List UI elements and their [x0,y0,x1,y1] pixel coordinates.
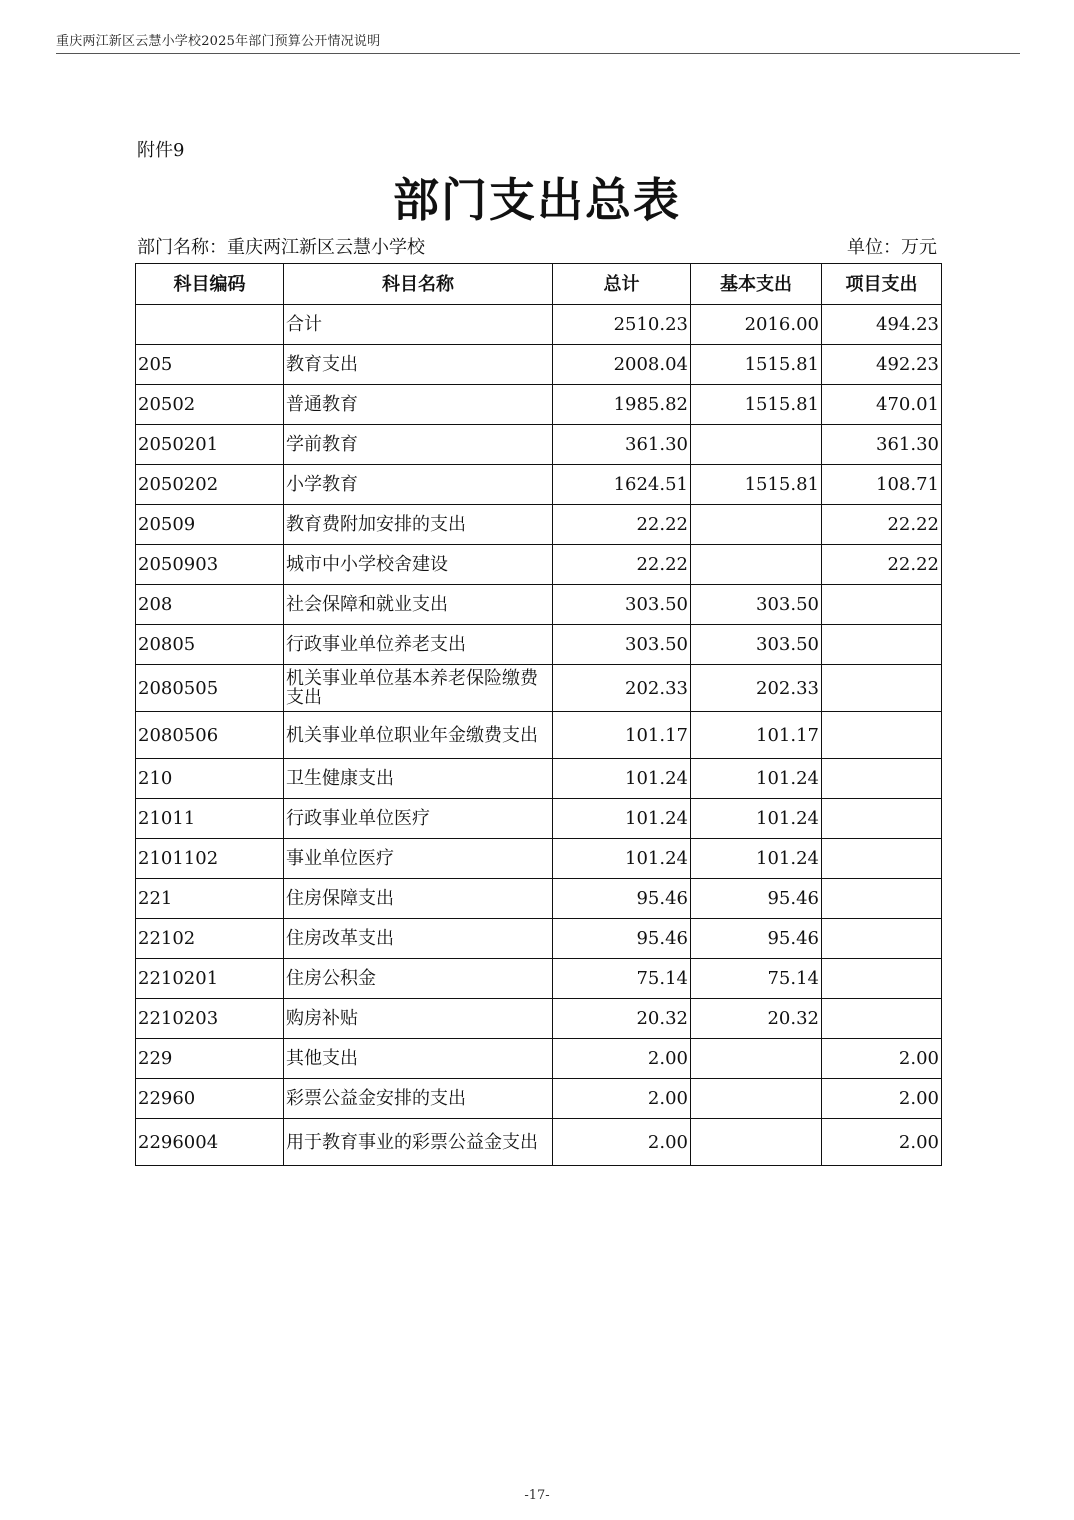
cell-name: 行政事业单位养老支出 [284,625,553,665]
table-row [136,425,942,465]
cell-project [822,999,942,1039]
cell-code: 20502 [136,385,284,425]
cell-name: 住房公积金 [284,959,553,999]
cell-basic: 95.46 [691,919,822,959]
cell-code: 210 [136,759,284,799]
cell-code: 2050201 [136,425,284,465]
column-header-project: 项目支出 [822,264,942,305]
cell-basic: 75.14 [691,959,822,999]
page-title: 部门支出总表 [393,173,681,227]
cell-code: 2210203 [136,999,284,1039]
cell-code: 22960 [136,1079,284,1119]
cell-code: 2210201 [136,959,284,999]
cell-project [822,799,942,839]
cell-name: 其他支出 [284,1039,553,1079]
cell-code: 221 [136,879,284,919]
cell-basic: 303.50 [691,625,822,665]
cell-basic [691,545,822,585]
column-header-code: 科目编码 [136,264,284,305]
cell-project [822,759,942,799]
unit-label: 单位：万元 [847,237,937,258]
cell-code: 229 [136,1039,284,1079]
cell-basic: 20.32 [691,999,822,1039]
table-row [136,999,942,1039]
cell-total: 22.22 [553,545,691,585]
header-divider [56,53,1020,54]
table-row [136,305,942,345]
cell-name: 卫生健康支出 [284,759,553,799]
table-row [136,839,942,879]
cell-code: 21011 [136,799,284,839]
cell-total: 2008.04 [553,345,691,385]
cell-code: 22102 [136,919,284,959]
cell-name: 住房改革支出 [284,919,553,959]
cell-code [136,305,284,345]
cell-name: 事业单位医疗 [284,839,553,879]
cell-code: 2050903 [136,545,284,585]
table-row [136,345,942,385]
cell-code: 2101102 [136,839,284,879]
column-header-basic: 基本支出 [691,264,822,305]
cell-project: 2.00 [822,1119,942,1166]
cell-code: 2296004 [136,1119,284,1166]
document-header: 重庆两江新区云慧小学校2025年部门预算公开情况说明 [56,34,381,49]
table-row [136,665,942,712]
cell-project: 492.23 [822,345,942,385]
table-row [136,465,942,505]
table-row [136,712,942,759]
cell-project [822,919,942,959]
table-header-row [136,264,942,305]
cell-project: 361.30 [822,425,942,465]
table-row [136,959,942,999]
table-row [136,585,942,625]
cell-project: 108.71 [822,465,942,505]
cell-basic: 1515.81 [691,465,822,505]
department-name: 部门名称：重庆两江新区云慧小学校 [137,237,425,258]
cell-project: 2.00 [822,1039,942,1079]
cell-name: 彩票公益金安排的支出 [284,1079,553,1119]
expenditure-table [135,263,942,1166]
table-row [136,625,942,665]
cell-name: 普通教育 [284,385,553,425]
table-row [136,799,942,839]
table-row [136,919,942,959]
cell-basic: 95.46 [691,879,822,919]
cell-project: 22.22 [822,505,942,545]
table-row [136,1039,942,1079]
cell-total: 2.00 [553,1079,691,1119]
cell-name: 社会保障和就业支出 [284,585,553,625]
cell-project [822,585,942,625]
cell-basic [691,1119,822,1166]
column-header-name: 科目名称 [284,264,553,305]
cell-code: 205 [136,345,284,385]
cell-name: 教育费附加安排的支出 [284,505,553,545]
cell-project [822,879,942,919]
cell-name: 城市中小学校舍建设 [284,545,553,585]
cell-basic: 2016.00 [691,305,822,345]
cell-project: 2.00 [822,1079,942,1119]
cell-name: 教育支出 [284,345,553,385]
cell-project [822,712,942,759]
cell-total: 303.50 [553,625,691,665]
cell-project: 494.23 [822,305,942,345]
cell-total: 95.46 [553,919,691,959]
cell-total: 303.50 [553,585,691,625]
cell-total: 1985.82 [553,385,691,425]
cell-code: 2080505 [136,665,284,712]
table-row [136,505,942,545]
cell-project [822,839,942,879]
cell-total: 2.00 [553,1039,691,1079]
cell-total: 75.14 [553,959,691,999]
table-row [136,385,942,425]
cell-basic: 101.24 [691,799,822,839]
cell-total: 101.24 [553,759,691,799]
cell-name: 行政事业单位医疗 [284,799,553,839]
cell-basic [691,505,822,545]
cell-total: 101.24 [553,799,691,839]
cell-name: 机关事业单位职业年金缴费支出 [284,712,553,759]
cell-project [822,959,942,999]
cell-name: 机关事业单位基本养老保险缴费支出 [284,665,553,712]
cell-total: 361.30 [553,425,691,465]
cell-code: 2080506 [136,712,284,759]
table-row [136,545,942,585]
cell-name: 用于教育事业的彩票公益金支出 [284,1119,553,1166]
cell-basic: 202.33 [691,665,822,712]
page-number: -17- [524,1488,550,1503]
cell-basic: 1515.81 [691,385,822,425]
cell-project [822,625,942,665]
cell-basic: 303.50 [691,585,822,625]
table-row [136,1119,942,1166]
table-row [136,879,942,919]
cell-total: 2.00 [553,1119,691,1166]
cell-code: 20805 [136,625,284,665]
cell-total: 20.32 [553,999,691,1039]
cell-name: 小学教育 [284,465,553,505]
cell-project: 470.01 [822,385,942,425]
cell-total: 95.46 [553,879,691,919]
table-body [136,305,942,1166]
cell-name: 合计 [284,305,553,345]
cell-basic [691,425,822,465]
table-row [136,759,942,799]
cell-total: 101.17 [553,712,691,759]
cell-total: 22.22 [553,505,691,545]
cell-total: 2510.23 [553,305,691,345]
cell-total: 1624.51 [553,465,691,505]
cell-total: 101.24 [553,839,691,879]
cell-basic: 101.24 [691,839,822,879]
cell-project: 22.22 [822,545,942,585]
cell-name: 住房保障支出 [284,879,553,919]
cell-basic: 1515.81 [691,345,822,385]
cell-code: 20509 [136,505,284,545]
cell-code: 208 [136,585,284,625]
cell-basic: 101.24 [691,759,822,799]
cell-name: 购房补贴 [284,999,553,1039]
cell-total: 202.33 [553,665,691,712]
cell-name: 学前教育 [284,425,553,465]
cell-project [822,665,942,712]
cell-basic [691,1079,822,1119]
column-header-total: 总计 [553,264,691,305]
cell-basic: 101.17 [691,712,822,759]
attachment-label: 附件9 [137,140,185,161]
cell-basic [691,1039,822,1079]
cell-code: 2050202 [136,465,284,505]
table-row [136,1079,942,1119]
